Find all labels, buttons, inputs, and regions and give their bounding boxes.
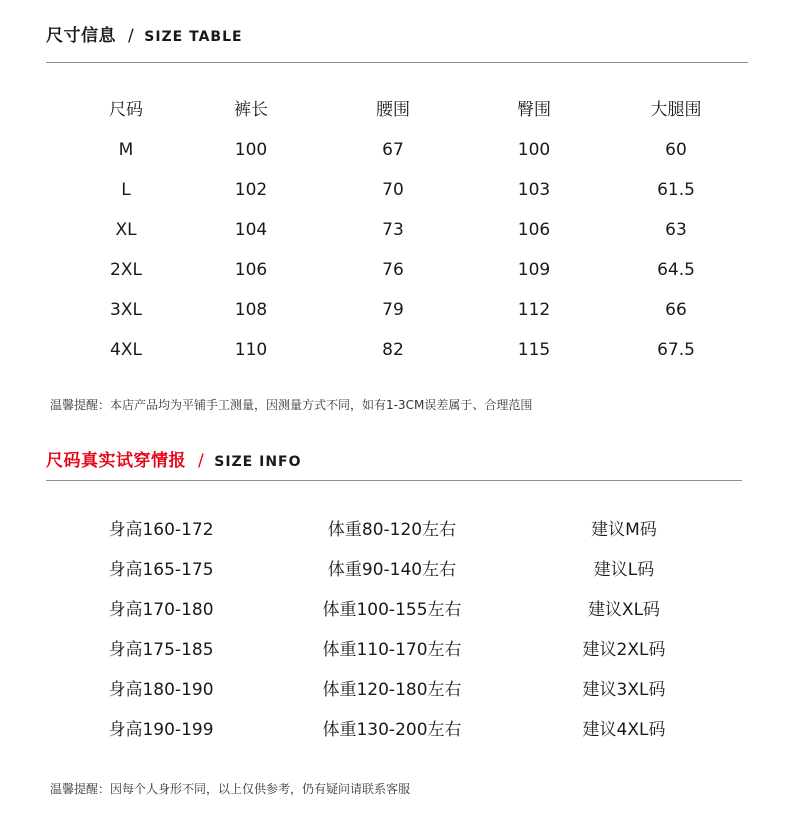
weight-range-cell: 体重110-170左右: [322, 640, 462, 660]
weight-range-cell: 体重120-180左右: [322, 680, 462, 700]
height-range-cell: 身高180-190: [108, 680, 214, 700]
size-table-title-en: SIZE TABLE: [144, 29, 243, 45]
size-table-cell: 3XL: [110, 300, 142, 320]
recommended-size-cell: 建议3XL码: [582, 680, 666, 700]
size-info-row: [0, 510, 790, 550]
size-table-cell: 63: [665, 220, 687, 240]
size-table-cell: 110: [234, 340, 268, 360]
size-table-cell: 104: [234, 220, 268, 240]
size-table-row: [0, 290, 790, 330]
size-table-header-cell: 裤长: [234, 100, 268, 120]
weight-range-cell: 体重100-155左右: [322, 600, 462, 620]
size-info-title-cn: 尺码真实试穿情报: [46, 451, 186, 471]
size-table-cell: 76: [382, 260, 404, 280]
size-table-cell: 82: [382, 340, 404, 360]
size-table-header-cell: 臀围: [517, 100, 551, 120]
size-table-note: 温馨提醒：本店产品均为平铺手工测量，因测量方式不同，如有1-3CM误差属于、合理范围: [50, 398, 533, 412]
size-info-title: [46, 446, 302, 471]
size-table-cell: 67.5: [657, 340, 695, 360]
size-table-cell: M: [118, 140, 134, 160]
recommended-size-cell: 建议XL码: [587, 600, 661, 620]
size-table-row: [0, 210, 790, 250]
size-table-row: [0, 170, 790, 210]
size-info-title-slash: /: [198, 451, 205, 471]
size-table-header-cell: 腰围: [376, 100, 410, 120]
size-info-row: [0, 670, 790, 710]
size-table-cell: 70: [382, 180, 404, 200]
size-table-cell: 61.5: [657, 180, 695, 200]
size-table-header-cell: 大腿围: [650, 100, 702, 120]
weight-range-cell: 体重80-120左右: [327, 520, 457, 540]
size-info-row: [0, 590, 790, 630]
height-range-cell: 身高165-175: [108, 560, 214, 580]
size-table-cell: 106: [517, 220, 551, 240]
size-table-cell: 102: [234, 180, 268, 200]
size-table-row: [0, 130, 790, 170]
height-range-cell: 身高160-172: [108, 520, 214, 540]
weight-range-cell: 体重130-200左右: [322, 720, 462, 740]
size-table-cell: 73: [382, 220, 404, 240]
size-table-cell: 100: [234, 140, 268, 160]
size-info-row: [0, 550, 790, 590]
recommended-size-cell: 建议M码: [591, 520, 657, 540]
height-range-cell: 身高175-185: [108, 640, 214, 660]
size-table-cell: 2XL: [110, 260, 142, 280]
size-table-cell: 108: [234, 300, 268, 320]
height-range-cell: 身高170-180: [108, 600, 214, 620]
size-table-title-cn: 尺寸信息: [46, 26, 116, 46]
recommended-size-cell: 建议4XL码: [582, 720, 666, 740]
size-info-divider: [46, 480, 742, 481]
height-range-cell: 身高190-199: [108, 720, 214, 740]
size-table-row: [0, 330, 790, 370]
size-table-header-row: [0, 90, 790, 130]
size-table-cell: 103: [517, 180, 551, 200]
size-info-row: [0, 710, 790, 750]
size-table-cell: 100: [517, 140, 551, 160]
recommended-size-cell: 建议2XL码: [582, 640, 666, 660]
size-info-title-en: SIZE INFO: [214, 454, 302, 470]
size-table-cell: 60: [665, 140, 687, 160]
size-table-cell: 4XL: [110, 340, 142, 360]
recommended-size-cell: 建议L码: [593, 560, 655, 580]
size-table-divider: [46, 62, 748, 63]
size-table-cell: 115: [517, 340, 551, 360]
size-table-cell: 106: [234, 260, 268, 280]
size-info-note: 温馨提醒：因每个人身形不同，以上仅供参考，仍有疑问请联系客服: [50, 782, 411, 796]
size-table-cell: 66: [665, 300, 687, 320]
size-table-cell: 79: [382, 300, 404, 320]
size-table-cell: L: [121, 180, 131, 200]
size-table-cell: 64.5: [657, 260, 695, 280]
weight-range-cell: 体重90-140左右: [327, 560, 457, 580]
size-table-cell: 109: [517, 260, 551, 280]
size-table-cell: 67: [382, 140, 404, 160]
size-table-header-cell: 尺码: [109, 100, 143, 120]
size-table-title: [46, 21, 243, 46]
size-info-row: [0, 630, 790, 670]
size-table-cell: 112: [517, 300, 551, 320]
size-table-cell: XL: [115, 220, 137, 240]
size-table-row: [0, 250, 790, 290]
size-table-title-slash: /: [128, 26, 135, 46]
